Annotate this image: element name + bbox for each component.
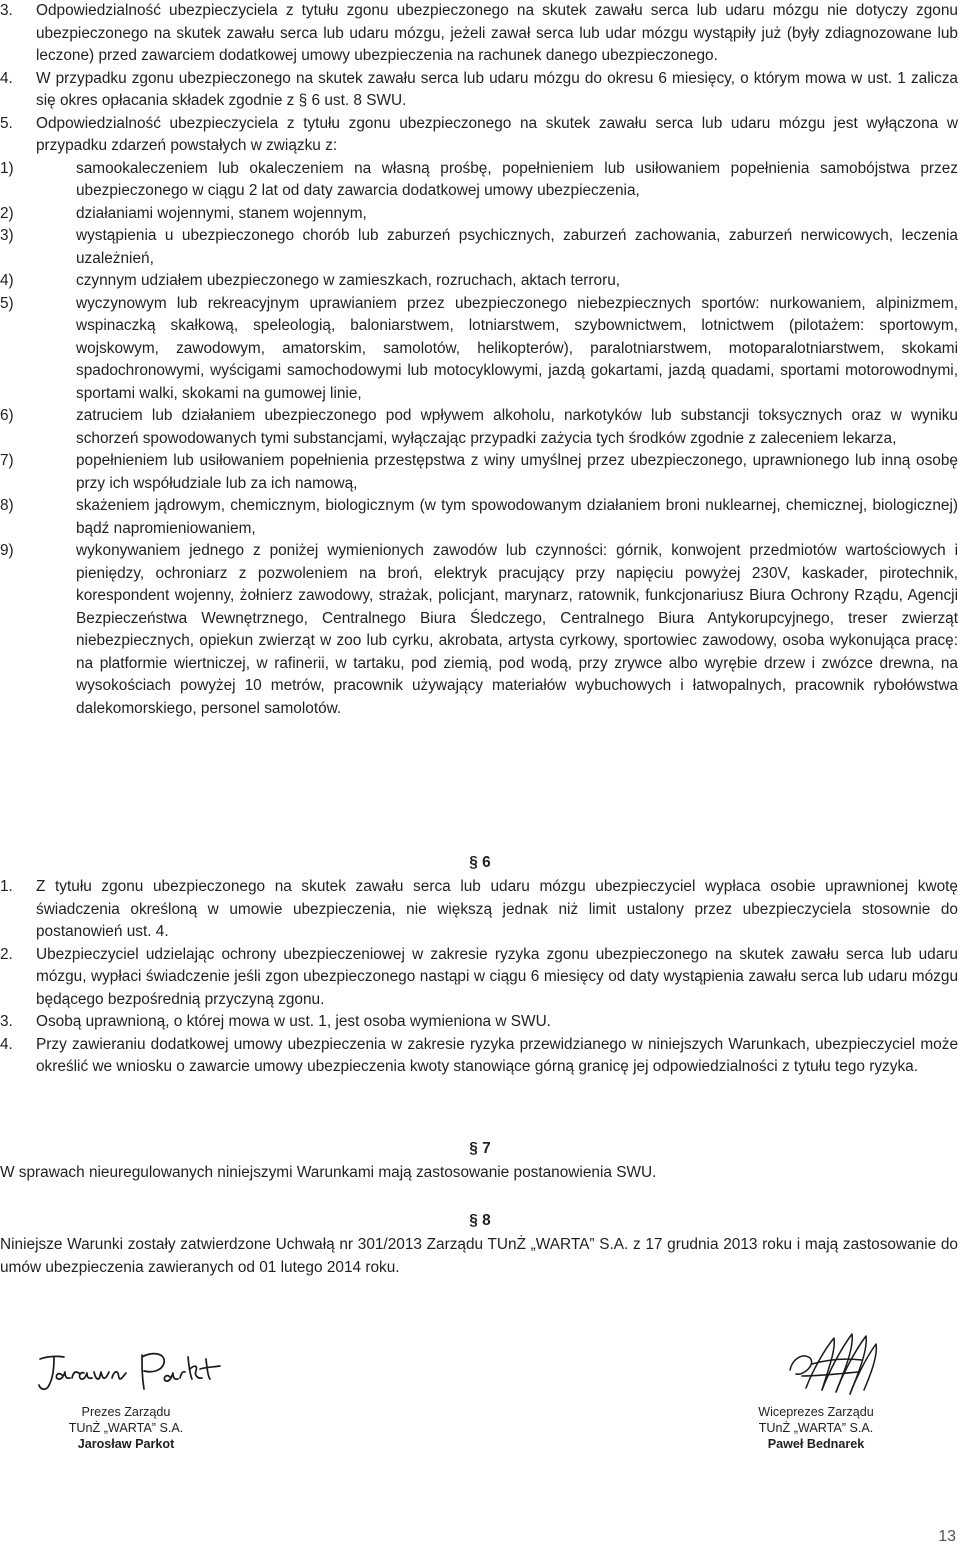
paragraph-number: 4.	[0, 1035, 13, 1053]
paragraph-text: Ubezpieczyciel udzielając ochrony ubezpieczeniowej w zakresie ryzyka zgonu ubezpieczonego na skutek zawału serca lub udaru mózgu, wypłaci świadczenie jeśli zgon ubezpieczonego nastąpi w ciągu 6 miesięcy od daty wystąpienia zawału serca lub udaru mózgu będącego bezpośrednią przyczyną zgonu.	[36, 945, 958, 1008]
list-item	[0, 495, 958, 540]
signatory-company: TUnŻ „WARTA” S.A.	[758, 1421, 874, 1435]
page-number: 13	[938, 1528, 956, 1545]
list-item-number: 9)	[0, 542, 14, 559]
signature-left	[26, 1404, 226, 1452]
list-item-text: działaniami wojennymi, stanem wojennym,	[76, 204, 367, 222]
signatory-role: Wiceprezes Zarządu	[758, 1405, 874, 1419]
paragraph-text: Osobą uprawnioną, o której mowa w ust. 1, jest osoba wymieniona w SWU.	[36, 1013, 551, 1030]
list-item	[0, 540, 958, 720]
paragraph-text: Odpowiedzialność ubezpieczyciela z tytułu zgonu ubezpieczonego na skutek zawału serca lub udaru mózgu jest wyłączona w przypadku zdarzeń powstałych w związku z:	[36, 114, 958, 154]
section-8-text: Niniejsze Warunki zostały zatwierdzone Uchwałą nr 301/2013 Zarządu TUnŻ „WARTA” S.A. z 17 grudnia 2013 roku i mają zastosowanie do umów ubezpieczenia zawieranych od 01 lutego 2014 roku.	[0, 1236, 958, 1276]
paragraph-text: W przypadku zgonu ubezpieczonego na skutek zawału serca lub udaru mózgu do okresu 6 miesięcy, o którym mowa w ust. 1 zalicza się okres opłacania składek zgodnie z § 6 ust. 8 SWU.	[36, 69, 958, 109]
signatory-name: Paweł Bednarek	[767, 1437, 865, 1451]
signatory-company: TUnŻ „WARTA” S.A.	[68, 1421, 184, 1435]
paragraph-3	[0, 0, 958, 68]
list-item-text: czynnym udziałem ubezpieczonego w zamieszkach, rozruchach, aktach terroru,	[76, 272, 621, 289]
signature-right	[716, 1404, 916, 1452]
list-item-text: popełnieniem lub usiłowaniem popełnienia przestępstwa z winy umyślnej przez ubezpieczonego, uprawnionego lub inną osobę przy ich współudziale lub za ich namową,	[76, 452, 958, 492]
paragraph-number: 5.	[0, 114, 13, 132]
paragraph-5	[0, 113, 958, 158]
list-item	[0, 225, 958, 270]
list-item	[0, 293, 958, 406]
section-6-heading: § 6	[469, 854, 491, 871]
list-item-text: skażeniem jądrowym, chemicznym, biologicznym (w tym spowodowanym działaniem broni nuklearnej, chemicznej, biologicznej) bądź napromieniowaniem,	[76, 497, 958, 537]
signatory-role: Prezes Zarządu	[81, 1405, 171, 1419]
list-item	[0, 405, 958, 450]
signature-left-image	[34, 1345, 234, 1400]
paragraph-number: 3.	[0, 1013, 13, 1030]
paragraph-3	[0, 1011, 958, 1034]
exclusions-list	[0, 158, 958, 721]
paragraph-number: 2.	[0, 945, 13, 963]
section-7-heading: § 7	[469, 1140, 491, 1157]
list-item-text: wyczynowym lub rekreacyjnym uprawianiem przez ubezpieczonego niebezpiecznych sportów: nurkowaniem, alpinizmem, wspinaczką skałkową, speleologią, baloniarstwem, lotniarstwem, szybownictwem, lotnictwem (pilotażem: sportowym, wojskowym, zawodowym, amatorskim, samolotów, helikopterów), paralotniarstwem, motoparalotniarstwem, skokami spadochronowymi, wyścigami samochodowymi lub motocyklowymi, jazdą gokartami, jazdą quadami, sportami motorowodnymi, sportami walki, skokami na gumowej linie,	[76, 294, 958, 402]
paragraph-4	[0, 68, 958, 113]
list-item-number: 7)	[0, 452, 14, 469]
section-7-text: W sprawach nieuregulowanych niniejszymi Warunkami mają zastosowanie postanowienia SWU.	[0, 1164, 657, 1181]
list-item-number: 1)	[0, 159, 14, 177]
paragraph-2	[0, 944, 958, 1012]
section-5-continuation	[0, 0, 958, 720]
list-item-number: 5)	[0, 294, 14, 312]
list-item-number: 2)	[0, 204, 14, 222]
section-8-heading: § 8	[469, 1212, 491, 1229]
paragraph-text: Z tytułu zgonu ubezpieczonego na skutek zawału serca lub udaru mózgu ubezpieczyciel wypłaca osobie uprawnionej kwotę świadczenia określoną w umowie ubezpieczenia, nie większą jednak niż limit ustalony przez ubezpieczyciela stosownie do postanowień ust. 4.	[36, 878, 958, 940]
list-item-number: 8)	[0, 497, 14, 514]
list-item	[0, 158, 958, 203]
list-item-number: 3)	[0, 227, 14, 244]
list-item-number: 4)	[0, 272, 14, 289]
list-item-text: wykonywaniem jednego z poniżej wymienionych zawodów lub czynności: górnik, konwojent przedmiotów wartościowych i pieniędzy, ochroniarz z pozwoleniem na broń, elektryk pracujący przy napięciu powyżej 230V, kaskader, pirotechnik, korespondent wojenny, żołnierz zawodowy, strażak, policjant, marynarz, ratownik, funkcjonariusz Biura Ochrony Rządu, Agencji Bezpieczeństwa Wewnętrznego, Centralnego Biura Śledczego, Centralnego Biura Antykorupcyjnego, treser zwierząt niebezpiecznych, opiekun zwierząt w zoo lub cyrku, akrobata, artysta cyrkowy, sportowiec zawodowy, osoba wykonująca pracę: na platformie wiertniczej, w rafinerii, w tartaku, pod ziemią, pod wodą, przy zrywce albo wyrębie drzew i zwózce drewna, na wysokościach powyżej 10 metrów, pracownik używający materiałów wybuchowych i łatwopalnych, pracownik rybołówstwa dalekomorskiego, personel samolotów.	[76, 542, 958, 717]
list-item-text: zatruciem lub działaniem ubezpieczonego pod wpływem alkoholu, narkotyków lub substancji toksycznych oraz w wyniku schorzeń spowodowanych tymi substancjami, wyłączając przypadki zażycia tych środków zgodnie z zaleceniem lekarza,	[76, 407, 958, 447]
paragraph-text: Przy zawieraniu dodatkowej umowy ubezpieczenia w zakresie ryzyka przewidzianego w niniejszych Warunkach, ubezpieczyciel może określić we wniosku o zawarcie umowy ubezpieczenia kwoty stanowiące górną granicę jej odpowiedzialności z tytułu tego ryzyka.	[36, 1035, 958, 1075]
paragraph-number: 1.	[0, 878, 13, 895]
paragraph-text: Odpowiedzialność ubezpieczyciela z tytułu zgonu ubezpieczonego na skutek zawału serca lub udaru mózgu nie dotyczy zgonu ubezpieczonego na skutek zawału serca lub udaru mózgu, jeżeli zawał serca lub udar mózgu wystąpiły już (były zdiagnozowane lub leczone) przed zawarciem dodatkowej umowy ubezpieczenia na rachunek danego ubezpieczonego.	[36, 2, 958, 64]
section-6-body	[0, 876, 958, 1079]
list-item	[0, 450, 958, 495]
paragraph-4	[0, 1034, 958, 1079]
list-item	[0, 270, 958, 293]
signature-right-image	[782, 1330, 892, 1410]
list-item-number: 6)	[0, 407, 14, 424]
list-item-text: samookaleczeniem lub okaleczeniem na własną prośbę, popełnieniem lub usiłowaniem popełnienia samobójstwa przez ubezpieczonego w ciągu 2 lat od daty zawarcia dodatkowej umowy ubezpieczenia,	[76, 159, 958, 199]
paragraph-number: 3.	[0, 2, 13, 19]
signatory-name: Jarosław Parkot	[77, 1437, 175, 1451]
list-item	[0, 203, 958, 226]
paragraph-1	[0, 876, 958, 944]
list-item-text: wystąpienia u ubezpieczonego chorób lub zaburzeń psychicznych, zaburzeń zachowania, zaburzeń nerwicowych, leczenia uzależnień,	[76, 227, 958, 267]
paragraph-number: 4.	[0, 69, 13, 87]
